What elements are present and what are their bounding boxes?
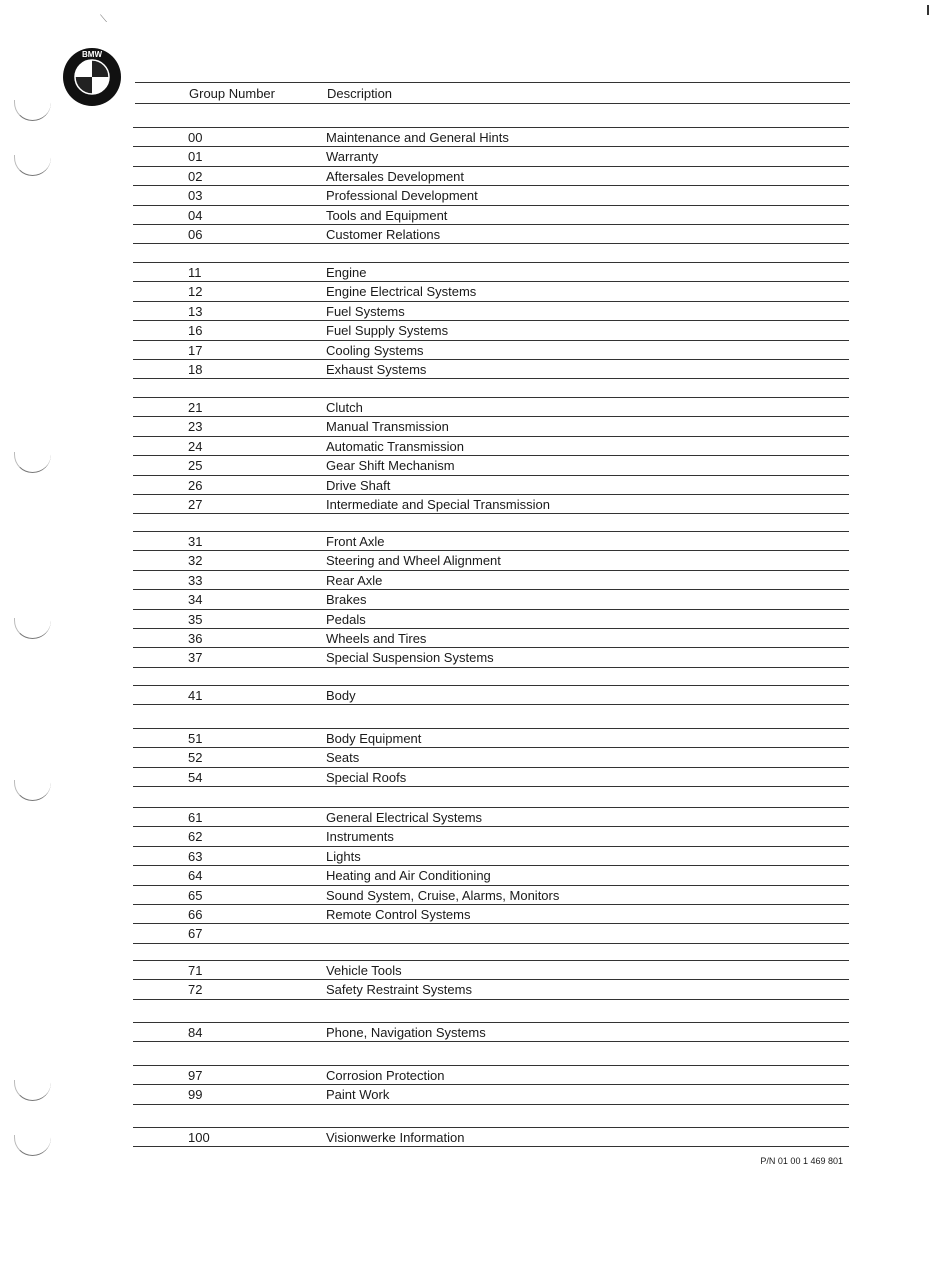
group-number: 62: [188, 829, 203, 845]
table-row: [133, 980, 849, 999]
group-number: 02: [188, 168, 203, 184]
group-description: Body: [326, 688, 356, 703]
group-description: Wheels and Tires: [326, 630, 427, 646]
group-number: 72: [188, 982, 203, 998]
group-number: 18: [188, 361, 203, 377]
group-description: Lights: [326, 848, 361, 864]
table-row: [133, 1085, 849, 1104]
group-description: Cooling Systems: [326, 342, 424, 358]
group-number: 84: [188, 1025, 203, 1040]
group-number: 00: [188, 130, 203, 145]
group-number: 13: [188, 303, 203, 319]
group-number: 100: [188, 1130, 210, 1145]
group-number: 26: [188, 477, 203, 493]
group-description: Automatic Transmission: [326, 438, 464, 454]
group-number: 52: [188, 750, 203, 766]
group-block: [133, 127, 849, 244]
group-number: 61: [188, 810, 203, 825]
group-description: Fuel Systems: [326, 303, 405, 319]
group-number: 04: [188, 207, 203, 223]
group-description: Instruments: [326, 829, 394, 845]
group-number: 35: [188, 611, 203, 627]
group-number: 54: [188, 769, 203, 785]
group-description: General Electrical Systems: [326, 810, 483, 825]
table-row: [133, 729, 849, 748]
table-row: [133, 321, 849, 340]
table-row: [133, 629, 849, 648]
group-number: 65: [188, 887, 203, 903]
table-row: [133, 437, 849, 456]
scan-mark: ⟍: [100, 14, 107, 25]
group-description: Steering and Wheel Alignment: [326, 553, 501, 569]
group-description: Heating and Air Conditioning: [326, 868, 491, 884]
group-number: 51: [188, 731, 203, 746]
group-number: 32: [188, 553, 203, 569]
table-row: [133, 648, 849, 667]
table-row: [133, 571, 849, 590]
group-number: 01: [188, 149, 203, 165]
group-block: [133, 728, 849, 787]
table-row: [133, 748, 849, 767]
group-description: Remote Control Systems: [326, 906, 471, 922]
group-description: Pedals: [326, 611, 366, 627]
table-row: [133, 206, 849, 225]
table-row: [133, 961, 849, 980]
group-block: [133, 685, 849, 705]
group-description: Sound System, Cruise, Alarms, Monitors: [326, 887, 560, 903]
group-number: 11: [188, 265, 202, 280]
group-number: 64: [188, 868, 203, 884]
table-row: [133, 282, 849, 301]
table-row: [133, 905, 849, 924]
punch-hole: [14, 618, 51, 639]
table-row: [133, 827, 849, 846]
group-description: Professional Development: [326, 188, 478, 204]
table-row: [133, 924, 849, 943]
group-block: [133, 960, 849, 1000]
group-description: Warranty: [326, 149, 379, 165]
group-description: Special Roofs: [326, 769, 407, 785]
table-row: [133, 768, 849, 787]
group-description: Manual Transmission: [326, 419, 449, 435]
table-row: [133, 417, 849, 436]
description-header: Description: [327, 86, 393, 101]
table-row: [133, 186, 849, 205]
table-row: [133, 1066, 849, 1085]
group-number: 33: [188, 572, 203, 588]
group-description: Visionwerke Information: [326, 1130, 465, 1145]
group-number: 34: [188, 592, 203, 608]
table-row: [133, 532, 849, 551]
table-row: [133, 128, 849, 147]
table-row: [133, 398, 849, 417]
group-block: [133, 1022, 849, 1042]
table-row: [133, 456, 849, 475]
group-description: Clutch: [326, 400, 363, 415]
group-number: 97: [188, 1068, 203, 1083]
group-number: 36: [188, 630, 203, 646]
punch-hole: [14, 780, 51, 801]
group-description: Fuel Supply Systems: [326, 323, 449, 339]
group-description: Gear Shift Mechanism: [326, 458, 455, 474]
punch-hole: [14, 1080, 51, 1101]
group-description: Vehicle Tools: [326, 963, 402, 978]
group-description: Customer Relations: [326, 226, 441, 242]
punch-hole: [14, 1135, 51, 1156]
table-row: [133, 866, 849, 885]
table-row: [133, 886, 849, 905]
table-row: [133, 341, 849, 360]
group-number: 66: [188, 906, 203, 922]
group-number: 27: [188, 496, 203, 512]
group-number: 23: [188, 419, 203, 435]
group-description: Maintenance and General Hints: [326, 130, 509, 145]
group-number: 67: [188, 926, 203, 942]
group-description: Front Axle: [326, 534, 385, 549]
punch-hole: [14, 100, 51, 121]
table-row: [133, 610, 849, 629]
group-block: [133, 262, 849, 379]
group-description: Safety Restraint Systems: [326, 982, 472, 998]
group-description: Intermediate and Special Transmission: [326, 496, 551, 512]
logo-letters: BMW: [82, 50, 102, 59]
group-block: [133, 531, 849, 668]
group-number: 31: [188, 534, 203, 549]
table-row: [133, 167, 849, 186]
part-number: P/N 01 00 1 469 801: [760, 1156, 843, 1166]
group-number: 37: [188, 650, 203, 666]
group-number: 41: [188, 688, 203, 703]
group-number: 06: [188, 226, 203, 242]
bmw-logo: [62, 47, 122, 107]
group-number: 71: [188, 963, 203, 978]
table-row: [133, 476, 849, 495]
punch-hole: [14, 452, 51, 473]
table-row: [133, 1128, 849, 1147]
table-row: [133, 360, 849, 379]
table-row: [133, 808, 849, 827]
group-number: 99: [188, 1087, 203, 1103]
table-row: [133, 551, 849, 570]
group-number: 12: [188, 284, 203, 300]
group-number: 63: [188, 848, 203, 864]
table-row: [133, 495, 849, 514]
group-description: Engine: [326, 265, 367, 280]
group-number: 03: [188, 188, 203, 204]
group-description: Corrosion Protection: [326, 1068, 445, 1083]
table-header: [135, 82, 850, 104]
table-row: [133, 590, 849, 609]
group-description: Tools and Equipment: [326, 207, 448, 223]
group-description: Body Equipment: [326, 731, 422, 746]
group-number: 21: [188, 400, 203, 415]
group-block: [133, 1065, 849, 1105]
group-description: Rear Axle: [326, 572, 383, 588]
group-number: 25: [188, 458, 203, 474]
group-description: Seats: [326, 750, 360, 766]
group-description: Engine Electrical Systems: [326, 284, 477, 300]
table-row: [133, 147, 849, 166]
group-number: 24: [188, 438, 203, 454]
group-description: Paint Work: [326, 1087, 390, 1103]
group-description: Exhaust Systems: [326, 361, 427, 377]
group-block: [133, 807, 849, 944]
table-row: [133, 686, 849, 705]
group-description: Drive Shaft: [326, 477, 391, 493]
table-row: [133, 1023, 849, 1042]
group-number-header: Group Number: [189, 86, 275, 101]
table-row: [133, 847, 849, 866]
group-block: [133, 397, 849, 514]
table-row: [133, 302, 849, 321]
corner-mark: [927, 5, 929, 15]
group-description: Special Suspension Systems: [326, 650, 494, 666]
table-row: [133, 225, 849, 244]
group-block: [133, 1127, 849, 1147]
group-description: Brakes: [326, 592, 367, 608]
group-number: 16: [188, 323, 203, 339]
table-row: [133, 263, 849, 282]
group-description: Phone, Navigation Systems: [326, 1025, 486, 1040]
group-number: 17: [188, 342, 203, 358]
punch-hole: [14, 155, 51, 176]
group-description: Aftersales Development: [326, 168, 465, 184]
